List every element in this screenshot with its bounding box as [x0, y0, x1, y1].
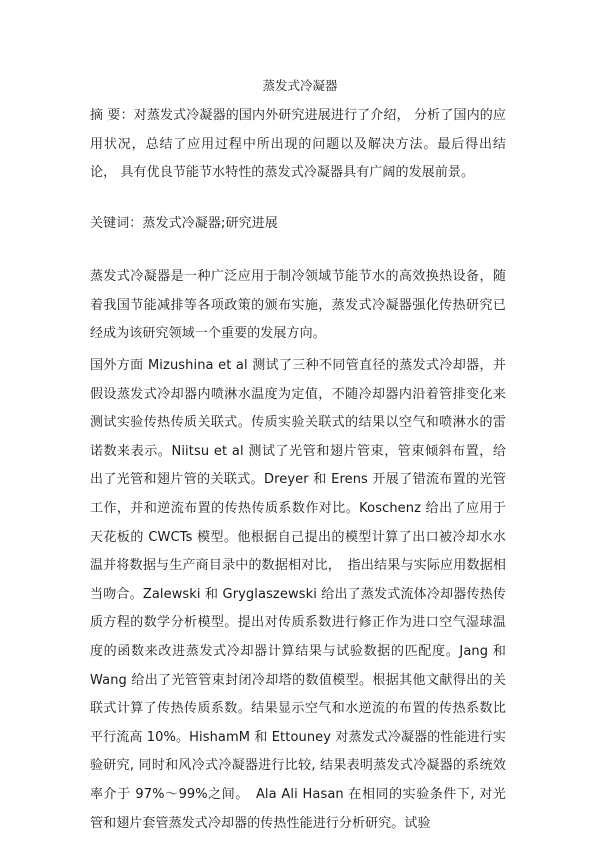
keywords-text: 关键词：蒸发式冷凝器;研究进展	[90, 216, 278, 231]
abstract-paragraph	[90, 102, 506, 188]
keywords-paragraph	[90, 210, 506, 239]
intro-text: 蒸发式冷凝器是一种广泛应用于制冷领域节能节水的高效换热设备，随着我国节能减排等各项政策的颁布实施，蒸发式冷凝器强化传热研究已经成为该研究领域一个重要的发展方向。	[90, 269, 506, 342]
document-title: 蒸发式冷凝器	[262, 78, 338, 93]
abstract-text: 摘 要：对蒸发式冷凝器的国内外研究进展进行了介绍， 分析了国内的应用状况，总结了应用过程中所出现的问题以及解决方法。最后得出结论， 具有优良节能节水特性的蒸发式冷凝器具有广阔的发展前景。	[90, 108, 506, 181]
foreign-research-text: 国外方面 Mizushina et al 测试了三种不同管直径的蒸发式冷却器，并假设蒸发式冷却器内喷淋水温度为定值，不随冷却器内沿着管排变化来测试实验传热传质关联式。传质实验关联式的结果以空气和喷淋水的雷诺数来表示。Niitsu et al 测试了光管和翅片管束，管束倾斜布置，给出了光管和翅片管的关联式。Dreyer 和 Erens 开展了错流布置的光管工作，并和逆流布置的传热传质系数作对比。Koschenz 给出了应用于天花板的 CWCTs 模型。他根据自己提出的模型计算了出口被冷却水水温并将数据与生产商目录中的数据相对比， 指出结果与实际应用数据相当吻合。Zalewski 和 Gryglaszewski 给出了蒸发式流体冷却器传热传质方程的数学分析模型。提出对传质系数进行修正作为进口空气湿球温度的函数来改进蒸发式冷却器计算结果与试验数据的匹配度。Jang 和 Wang 给出了光管管束封闭冷却塔的数值模型。根据其他文献得出的关联式计算了传热传质系数。结果显示空气和水逆流的布置的传热系数比平行流高 10%。HishamM 和 Ettouney 对蒸发式冷凝器的性能进行实验研究, 同时和风冷式冷凝器进行比较, 结果表明蒸发式冷凝器的系统效率介于 97%～99%之间。 Ala Ali Hasan 在相同的实验条件下, 对光管和翅片套管蒸发式冷却器的传热性能进行分析研究。试验	[90, 358, 506, 831]
intro-paragraph	[90, 263, 506, 349]
foreign-research-paragraph	[90, 352, 506, 838]
